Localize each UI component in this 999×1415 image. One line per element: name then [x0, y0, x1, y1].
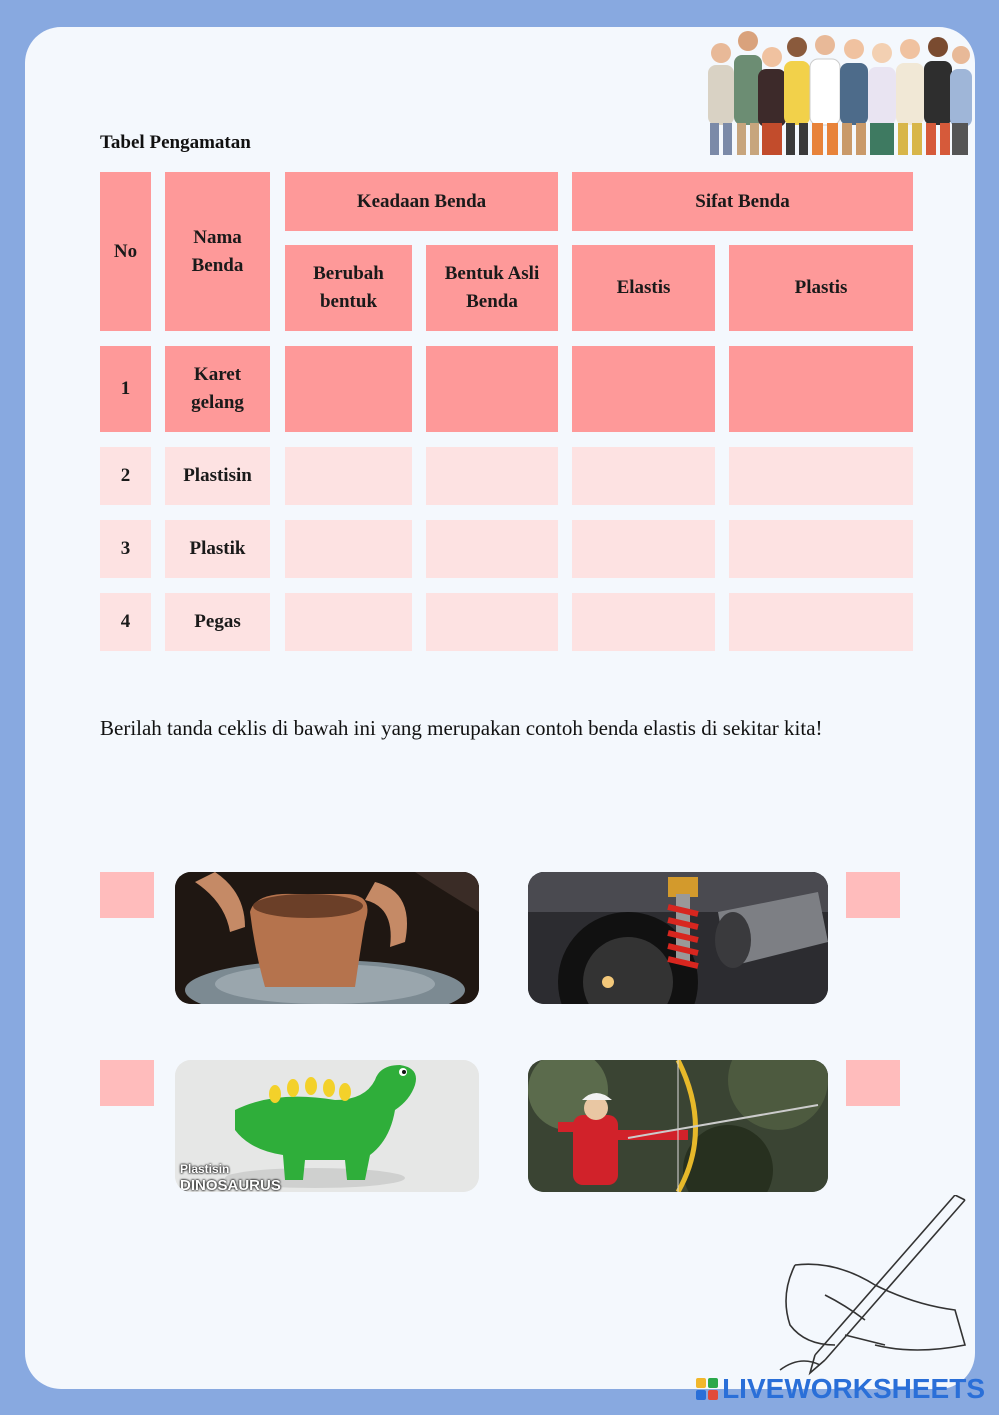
- row-2-plastis-input[interactable]: [729, 447, 913, 505]
- row-3-berubah-input[interactable]: [285, 520, 412, 578]
- row-1-nama: Karet gelang: [165, 346, 270, 432]
- header-keadaan-benda: Keadaan Benda: [285, 172, 558, 231]
- row-4-no: 4: [100, 593, 151, 651]
- row-1-asli-input[interactable]: [426, 346, 558, 432]
- row-4-asli-input[interactable]: [426, 593, 558, 651]
- row-3-elastis-input[interactable]: [572, 520, 715, 578]
- dino-caption-small: Plastisin: [180, 1162, 230, 1176]
- row-4-elastis-input[interactable]: [572, 593, 715, 651]
- checkbox-shock-absorber[interactable]: [846, 872, 900, 918]
- pottery-image: [175, 872, 479, 1004]
- header-berubah-bentuk: Berubah bentuk: [285, 245, 412, 331]
- header-elastis: Elastis: [572, 245, 715, 331]
- row-1-elastis-input[interactable]: [572, 346, 715, 432]
- liveworksheets-brand: [696, 1373, 985, 1405]
- header-sifat-benda: Sifat Benda: [572, 172, 913, 231]
- row-1-berubah-input[interactable]: [285, 346, 412, 432]
- header-no: No: [100, 172, 151, 331]
- row-2-berubah-input[interactable]: [285, 447, 412, 505]
- row-1-plastis-input[interactable]: [729, 346, 913, 432]
- page-title: Tabel Pengamatan: [100, 132, 251, 153]
- students-illustration: [700, 25, 975, 157]
- plasticine-dino-image: [175, 1060, 479, 1192]
- header-nama-benda: Nama Benda: [165, 172, 270, 331]
- row-3-asli-input[interactable]: [426, 520, 558, 578]
- row-4-berubah-input[interactable]: [285, 593, 412, 651]
- checkbox-pottery[interactable]: [100, 872, 154, 918]
- row-2-no: 2: [100, 447, 151, 505]
- header-plastis: Plastis: [729, 245, 913, 331]
- dino-caption-big: DINOSAURUS: [180, 1177, 281, 1192]
- row-2-nama: Plastisin: [165, 447, 270, 505]
- row-3-no: 3: [100, 520, 151, 578]
- row-2-asli-input[interactable]: [426, 447, 558, 505]
- shock-absorber-image: [528, 872, 828, 1004]
- row-3-nama: Plastik: [165, 520, 270, 578]
- row-4-plastis-input[interactable]: [729, 593, 913, 651]
- row-4-nama: Pegas: [165, 593, 270, 651]
- instruction-text: Berilah tanda ceklis di bawah ini yang merupakan contoh benda elastis di sekitar kita!: [100, 716, 823, 740]
- archery-image: [528, 1060, 828, 1192]
- row-2-elastis-input[interactable]: [572, 447, 715, 505]
- header-bentuk-asli: Bentuk Asli Benda: [426, 245, 558, 331]
- brand-name: LIVEWORKSHEETS: [722, 1373, 985, 1404]
- checkbox-plasticine-dino[interactable]: [100, 1060, 154, 1106]
- row-3-plastis-input[interactable]: [729, 520, 913, 578]
- liveworksheets-logo-icon: [696, 1378, 718, 1400]
- row-1-no: 1: [100, 346, 151, 432]
- checkbox-archery[interactable]: [846, 1060, 900, 1106]
- hand-writing-sketch: [765, 1195, 980, 1385]
